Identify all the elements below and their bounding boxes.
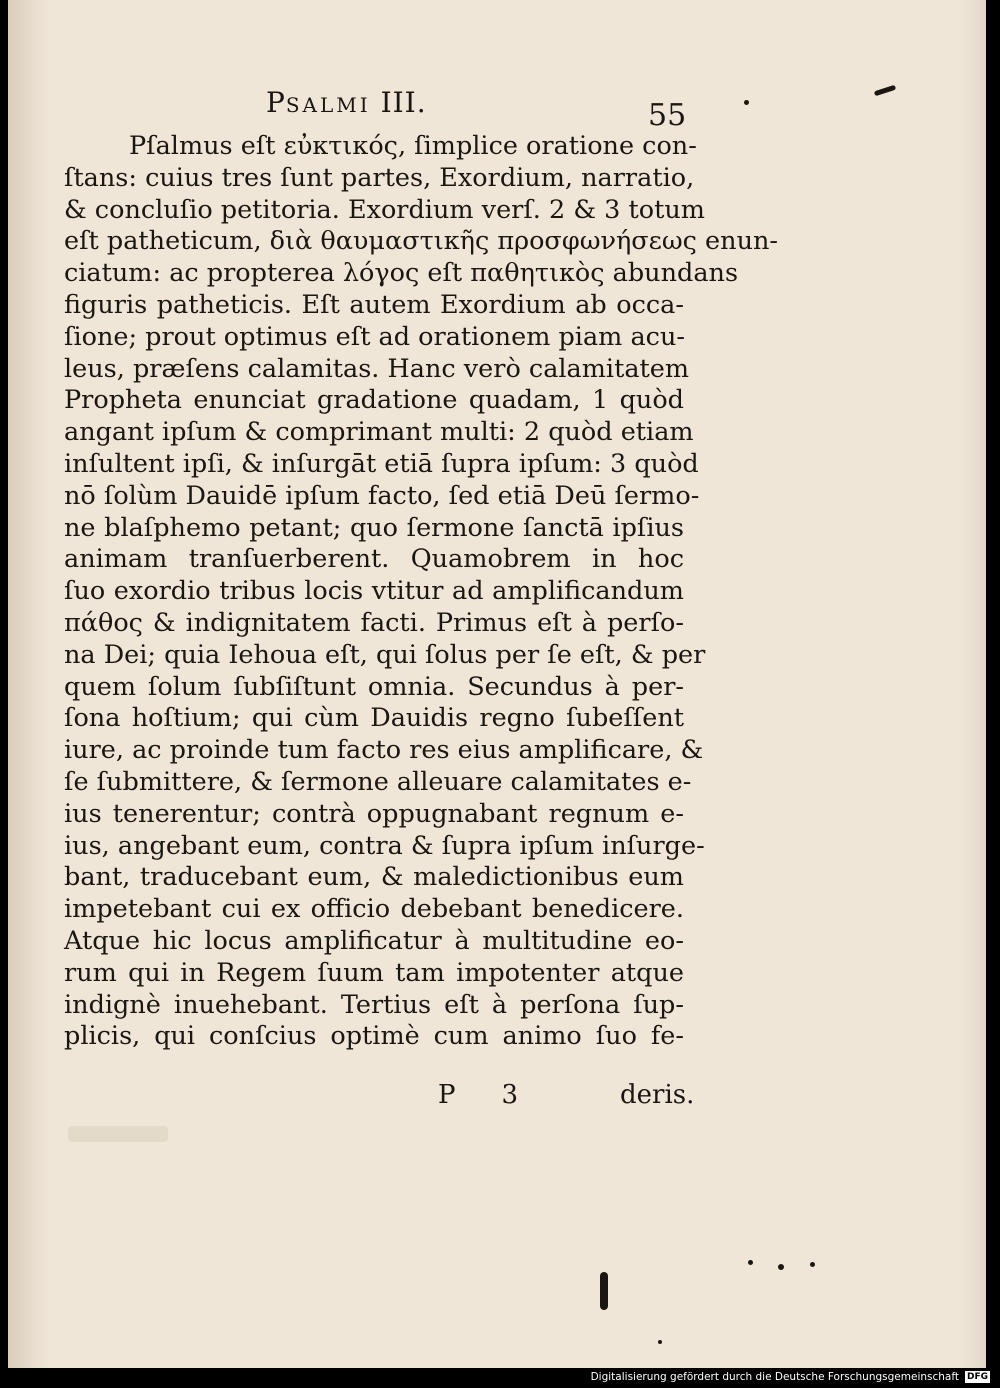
ink-stroke-mark bbox=[874, 85, 896, 97]
text-line: bant, traducebant eum, & maledictionibus eum bbox=[64, 862, 684, 893]
text-line: leus, præſens calamitas. Hanc verò calamitatem bbox=[64, 353, 690, 384]
text-line: indignè inuehebant. Tertius eſt à perſona ſup- bbox=[64, 989, 684, 1020]
text-line: ſona hoſtium; qui cùm Dauidis regno ſubeſſent bbox=[64, 703, 684, 734]
credit-text: Digitalisierung gefördert durch die Deutsche Forschungsgemeinschaft bbox=[590, 1371, 959, 1383]
page-number: 55 bbox=[648, 98, 687, 133]
text-line: ſtans: cuius tres ſunt partes, Exordium, narratio, bbox=[64, 162, 695, 193]
text-line: Pſalmus eſt εὐκτικός, ſimplice oratione con- bbox=[129, 131, 697, 161]
text-line: ſione; prout optimus eſt ad orationem piam acu- bbox=[64, 321, 685, 352]
ink-dot-mark bbox=[748, 1260, 753, 1265]
digitization-credit bbox=[591, 1370, 990, 1384]
text-line: ne blaſphemo petant; quo ſermone ſanctā ipſius bbox=[64, 512, 684, 543]
text-line: nō ſolùm Dauidē ipſum facto, ſed etiā Deū ſermo- bbox=[64, 480, 700, 511]
text-line: & concluſio petitoria. Exordium verſ. 2 & 3 totum bbox=[64, 194, 705, 225]
text-line: ciatum: ac propterea λόγος eſt παθητικὸς abundans bbox=[64, 258, 739, 289]
text-line: na Dei; quia Iehoua eſt, qui ſolus per ſe eſt, & per bbox=[64, 639, 706, 670]
running-title-small: SALMI bbox=[285, 93, 371, 117]
ink-dot-mark bbox=[744, 100, 749, 105]
text-line: ius tenerentur; contrà oppugnabant regnum e- bbox=[64, 798, 684, 829]
running-title-numeral: III. bbox=[380, 86, 427, 119]
text-line: rum qui in Regem ſuum tam impotenter atque bbox=[64, 957, 684, 988]
text-line: ſe ſubmittere, & ſermone alleuare calamitates e- bbox=[64, 766, 692, 797]
ink-stroke-mark bbox=[600, 1272, 608, 1310]
ink-dot-mark bbox=[810, 1262, 815, 1267]
text-line: ius, angebant eum, contra & ſupra ipſum inſurge- bbox=[64, 830, 705, 861]
text-line: angant ipſum & comprimant multi: 2 quòd etiam bbox=[64, 417, 694, 448]
show-through-ghost bbox=[68, 1126, 168, 1142]
text-line: Propheta enunciat gradatione quadam, 1 quòd bbox=[64, 385, 684, 416]
ink-dot-mark bbox=[658, 1340, 662, 1344]
text-line: impetebant cui ex officio debebant benedicere. bbox=[64, 894, 684, 925]
ink-dot-mark bbox=[778, 1264, 784, 1270]
text-line: iure, ac proinde tum facto res eius amplificare, & bbox=[64, 735, 704, 766]
signature-number: 3 bbox=[501, 1080, 519, 1110]
text-line: inſultent ipſi, & inſurgāt etiā ſupra ipſum: 3 quòd bbox=[64, 448, 699, 479]
text-line: πάθος & indignitatem facti. Primus eſt à perſo- bbox=[64, 607, 684, 638]
text-line: eſt patheticum, διὰ θαυμαστικῆς προσφωνήσεως enun- bbox=[64, 226, 779, 257]
text-line: Atque hic locus amplificatur à multitudine eo- bbox=[64, 925, 684, 956]
text-line: plicis, qui conſcius optimè cum animo ſuo fe- bbox=[64, 1021, 684, 1052]
text-line: animam tranſuerberent. Quamobrem in hoc bbox=[64, 544, 684, 575]
running-title bbox=[266, 86, 427, 119]
signature-mark bbox=[438, 1080, 564, 1110]
text-line: quem ſolum ſubſiſtunt omnia. Secundus à per- bbox=[64, 671, 684, 702]
dfg-logo: DFG bbox=[966, 1372, 988, 1382]
text-line: ſuo exordio tribus locis vtitur ad amplificandum bbox=[64, 576, 684, 607]
running-title-initial: P bbox=[266, 86, 286, 119]
body-text bbox=[64, 131, 779, 1053]
catchword: deris. bbox=[620, 1080, 695, 1110]
signature-letter: P bbox=[438, 1080, 456, 1110]
book-page bbox=[8, 0, 986, 1368]
text-line: figuris patheticis. Eſt autem Exordium ab occa- bbox=[64, 289, 684, 320]
